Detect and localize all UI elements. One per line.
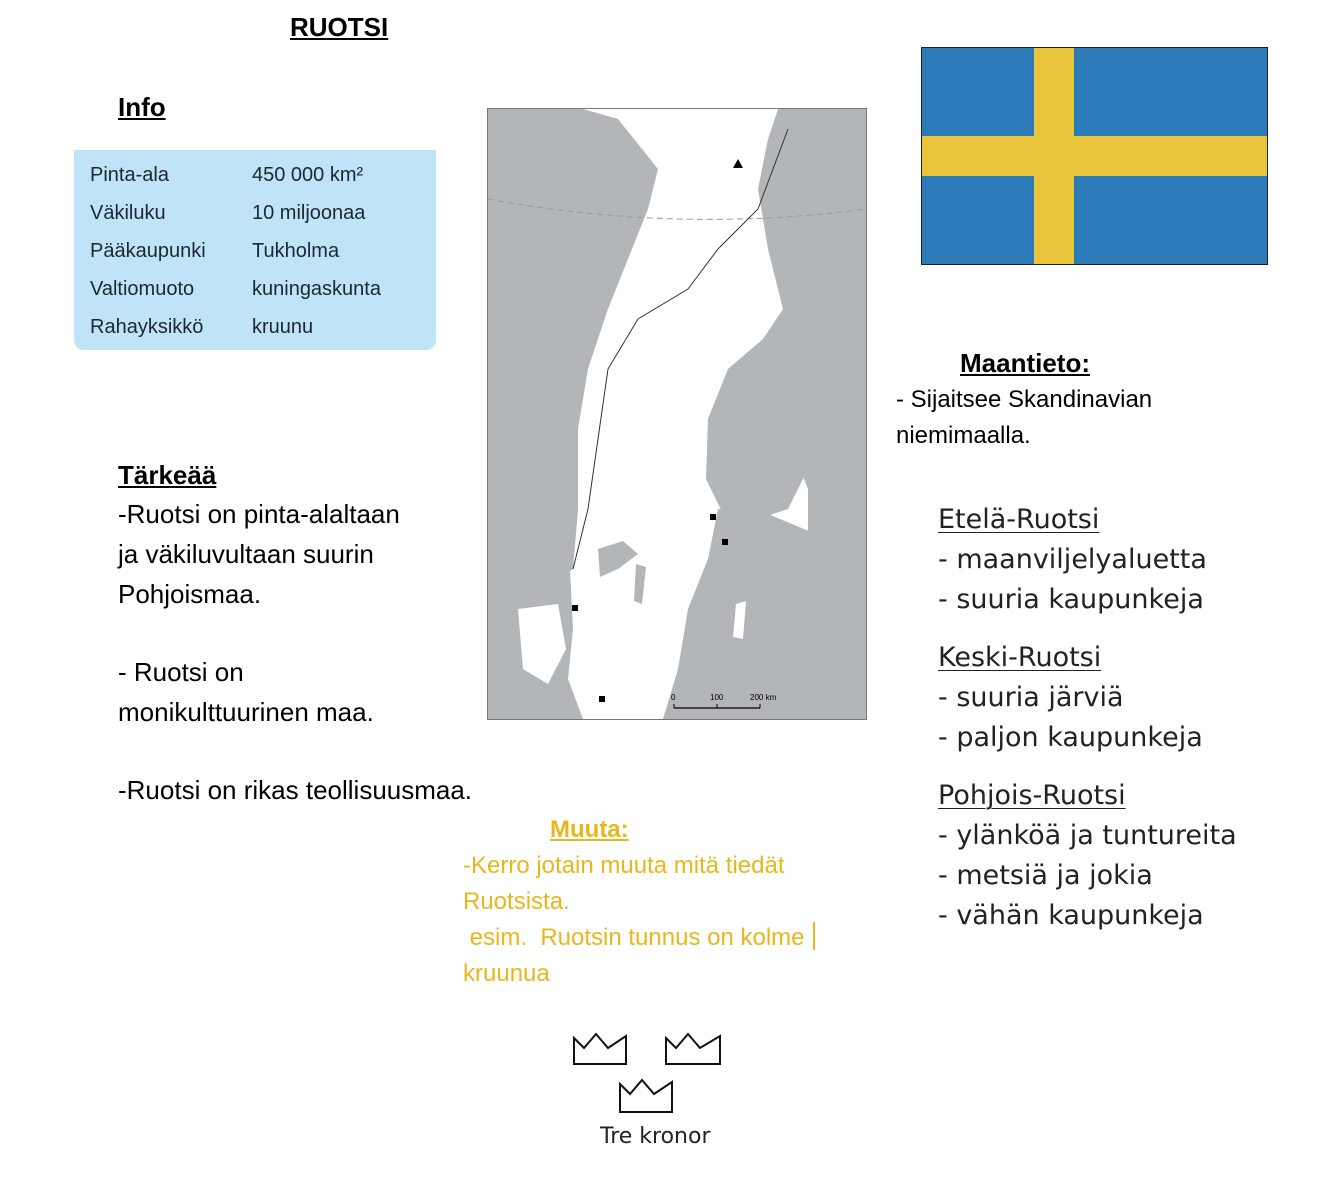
- region-north: Pohjois-Ruotsi - ylänköä ja tuntureita - metsiä ja jokia - vähän kaupunkeja: [938, 780, 1237, 931]
- sweden-flag: [921, 47, 1268, 265]
- map-svg: [488, 109, 866, 719]
- city-marker: [722, 539, 728, 545]
- crown-icon: [666, 1034, 720, 1064]
- scale-label: 100: [710, 693, 724, 702]
- city-marker: [710, 514, 716, 520]
- muuta-heading: Muuta:: [550, 816, 629, 843]
- maantieto-heading: Maantieto:: [960, 348, 1090, 378]
- lake-vanern: [598, 541, 638, 577]
- scale-label: 200 km: [750, 693, 777, 702]
- info-box: [74, 150, 436, 350]
- crown-icon: [620, 1080, 672, 1112]
- tarkeaa-heading: Tärkeää: [118, 460, 217, 490]
- flag-svg: [922, 48, 1267, 264]
- tarkeaa-paragraph-1: -Ruotsi on pinta-alaltaan ja väkiluvultaan suurin Pohjoismaa.: [118, 499, 400, 609]
- city-marker: [572, 605, 578, 611]
- text-cursor: [813, 922, 815, 950]
- info-row: Rahayksikkö kruunu: [90, 315, 314, 338]
- info-heading: Info: [118, 92, 166, 122]
- tarkeaa-paragraph-3: -Ruotsi on rikas teollisuusmaa.: [118, 775, 473, 805]
- region-middle: Keski-Ruotsi - suuria järviä - paljon kaupunkeja: [938, 642, 1203, 753]
- sweden-map: [487, 108, 867, 720]
- info-row: Valtiomuoto kuningaskunta: [90, 277, 381, 300]
- flag-cross-horizontal: [922, 136, 1267, 176]
- info-row: Väkiluku 10 miljoonaa: [90, 201, 366, 224]
- info-row: Pinta-ala 450 000 km²: [90, 163, 364, 186]
- muuta-text: -Kerro jotain muuta mitä tiedät Ruotsista. esim. Ruotsin tunnus on kolme kruunua: [463, 848, 883, 992]
- maantieto-text: - Sijaitsee Skandinavian niemimaalla.: [896, 386, 1153, 449]
- crowns-svg: [560, 1026, 740, 1126]
- page-title: RUOTSI: [290, 12, 389, 42]
- region-south: Etelä-Ruotsi - maanviljelyaluetta - suuria kaupunkeja: [938, 504, 1207, 615]
- tarkeaa-paragraph-2: - Ruotsi on monikulttuurinen maa.: [118, 657, 374, 727]
- regions-list: [938, 500, 1237, 936]
- info-table: [90, 156, 381, 346]
- lake-vattern: [634, 564, 646, 604]
- crowns-caption: Tre kronor: [600, 1124, 711, 1149]
- norway-land: [488, 109, 658, 587]
- tre-kronor-image: [560, 1026, 740, 1156]
- city-marker: [599, 696, 605, 702]
- mountain-marker: [733, 159, 743, 168]
- info-row: Pääkaupunki Tukholma: [90, 239, 340, 262]
- crown-icon: [574, 1034, 626, 1064]
- scale-label: 0: [671, 693, 676, 702]
